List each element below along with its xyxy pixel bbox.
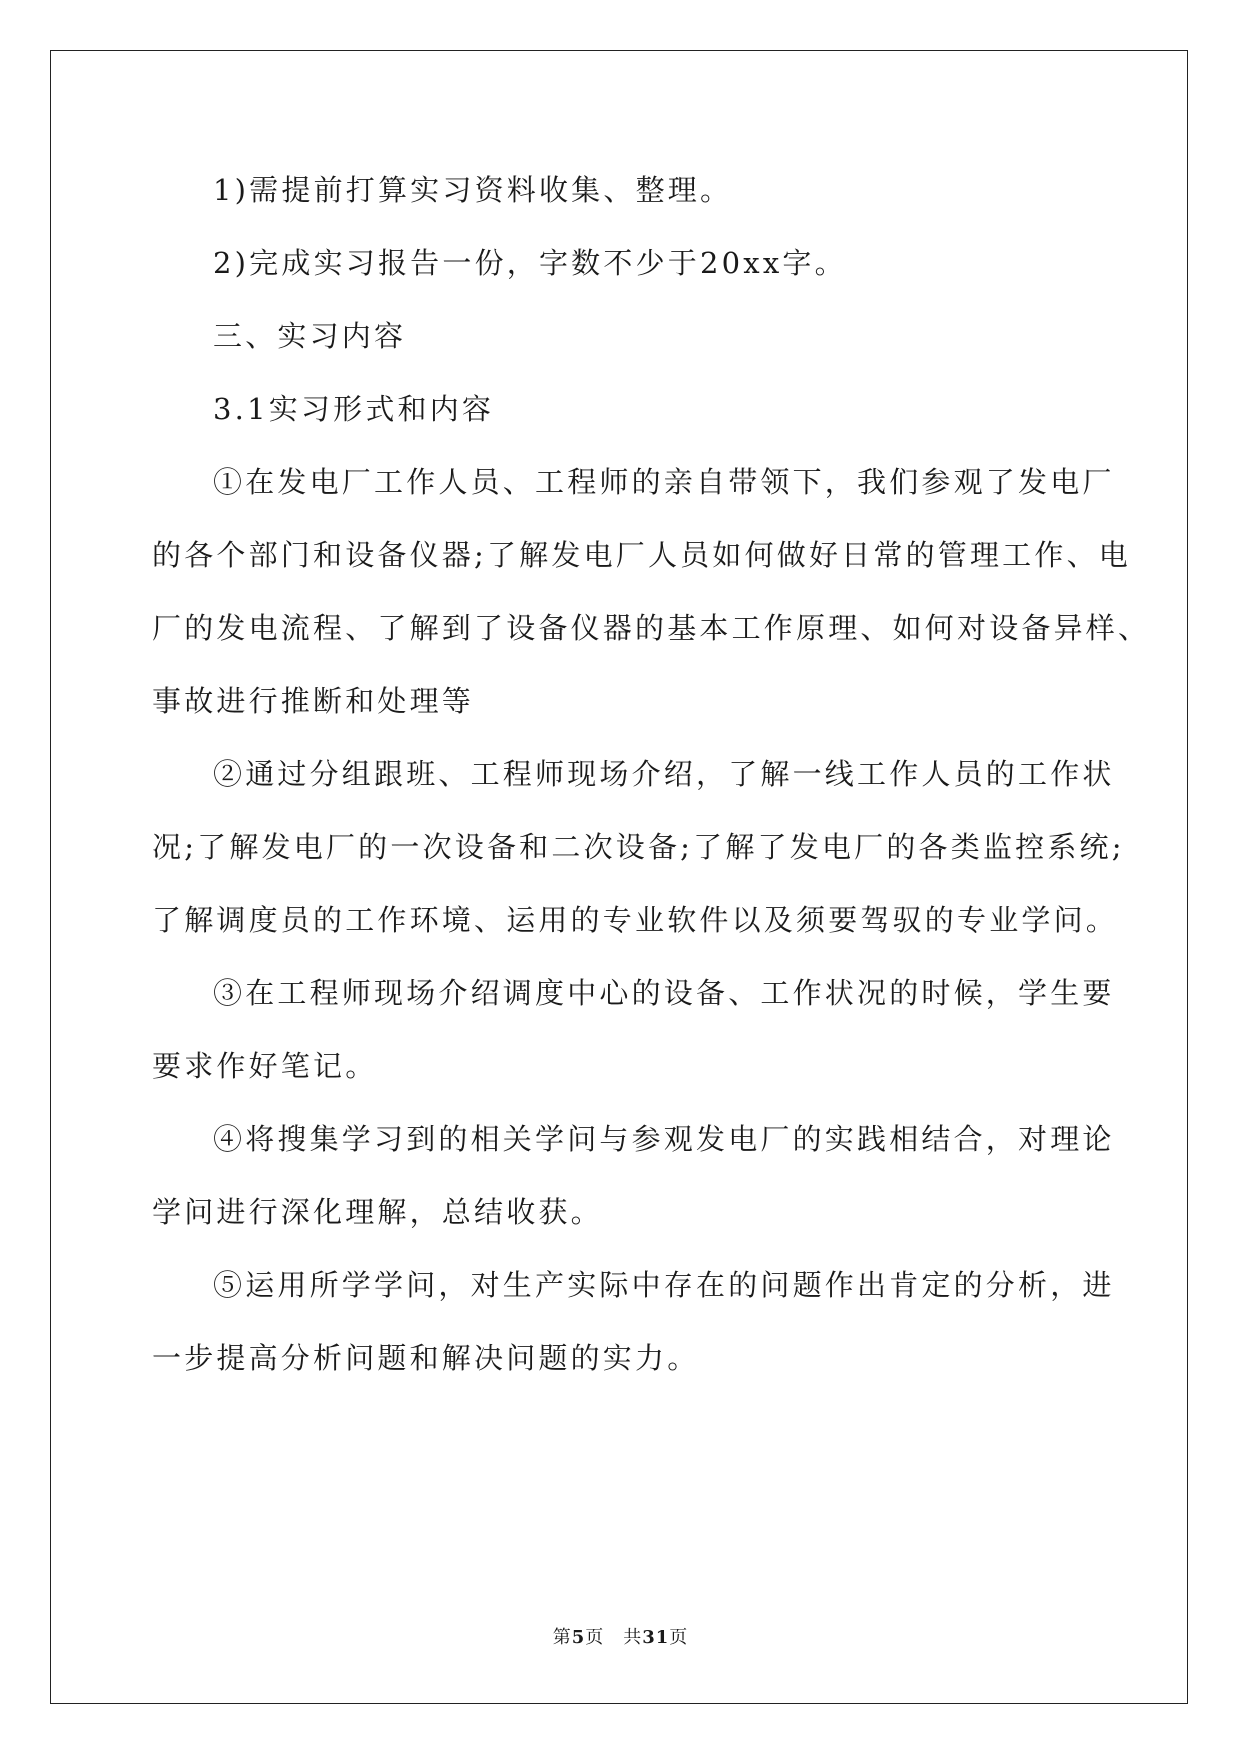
text-line: ①在发电厂工作人员、工程师的亲自带领下，我们参观了发电厂 — [213, 465, 1115, 499]
text-line: 1)需提前打算实习资料收集、整理。 — [213, 173, 733, 207]
text-line: ③在工程师现场介绍调度中心的设备、工作状况的时候，学生要 — [213, 976, 1115, 1010]
text-line: 厂的发电流程、了解到了设备仪器的基本工作原理、如何对设备异样、 — [152, 611, 1151, 645]
text-line: 要求作好笔记。 — [152, 1049, 378, 1083]
section-heading: 三、实习内容 — [213, 319, 407, 353]
footer-mid: 页 共 — [585, 1627, 643, 1648]
page-footer — [0, 1626, 1241, 1650]
total-pages-number: 31 — [642, 1627, 670, 1648]
text-line: 一步提高分析问题和解决问题的实力。 — [152, 1341, 700, 1375]
text-line: 了解调度员的工作环境、运用的专业软件以及须要驾驭的专业学问。 — [152, 903, 1119, 937]
text-line: ④将搜集学习到的相关学问与参观发电厂的实践相结合，对理论 — [213, 1122, 1115, 1156]
text-line: 况;了解发电厂的一次设备和二次设备;了解了发电厂的各类监控系统; — [152, 830, 1125, 864]
footer-prefix: 第 — [552, 1627, 572, 1648]
text-line: ②通过分组跟班、工程师现场介绍，了解一线工作人员的工作状 — [213, 757, 1115, 791]
page-border — [50, 50, 1188, 1704]
text-line: 事故进行推断和处理等 — [152, 684, 475, 718]
text-line: ⑤运用所学学问，对生产实际中存在的问题作出肯定的分析，进 — [213, 1268, 1115, 1302]
text-line: 的各个部门和设备仪器;了解发电厂人员如何做好日常的管理工作、电 — [152, 538, 1131, 572]
current-page-number: 5 — [571, 1627, 586, 1648]
text-line: 2)完成实习报告一份，字数不少于20xx字。 — [213, 246, 847, 280]
subsection-heading: 3.1实习形式和内容 — [213, 392, 495, 426]
footer-suffix: 页 — [669, 1627, 689, 1648]
text-line: 学问进行深化理解，总结收获。 — [152, 1195, 603, 1229]
